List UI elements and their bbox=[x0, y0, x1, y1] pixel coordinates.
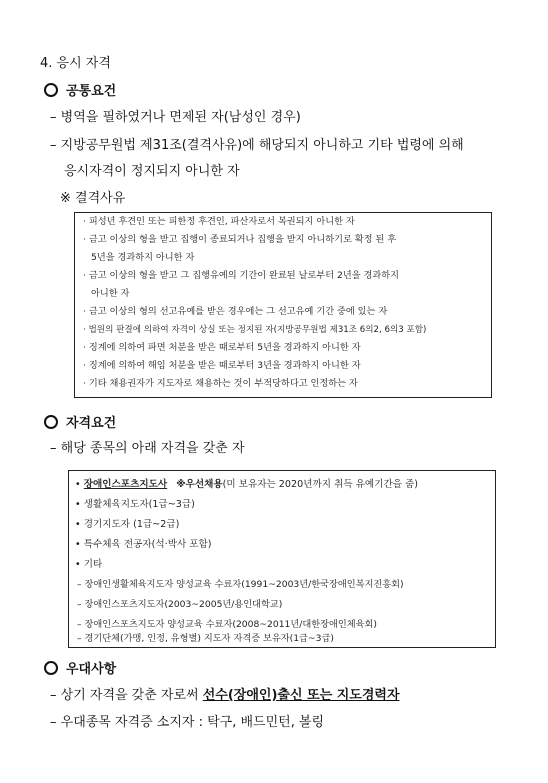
pref-line-1-prefix: – 상기 자격을 갖춘 자로써 bbox=[50, 688, 203, 703]
disq-line-4: · 금고 이상의 형을 받고 그 집행유예의 기간이 완료된 날로부터 2년을 경과하지 bbox=[83, 270, 400, 281]
disq-line-1: · 피성년 후견인 또는 피한정 후견인, 파산자로서 복권되지 아니한 자 bbox=[83, 216, 355, 227]
qual-first-line bbox=[75, 475, 418, 496]
qual-list-5: – 장애인생활체육지도자 양성교육 수료자(1991~2003년/한국장애인복지진흥회) bbox=[77, 579, 404, 590]
qual-list-7: – 장애인스포츠지도자 양성교육 수료자(2008~2011년/대한장애인체육회) bbox=[77, 619, 377, 630]
qual-list-4: • 기타 bbox=[75, 559, 103, 570]
pref-line-1-emph: 선수(장애인)출신 또는 지도경력자 bbox=[202, 688, 400, 703]
disq-line-5: 아니한 자 bbox=[91, 288, 130, 299]
disq-line-6: · 금고 이상의 형의 선고유예를 받은 경우에는 그 선고유예 기간 중에 있는 자 bbox=[83, 306, 388, 317]
disqualification-note: ※ 결격사유 bbox=[60, 191, 126, 206]
hollow-circle-icon bbox=[44, 415, 58, 429]
qual-list-2: • 경기지도자 (1급~2급) bbox=[75, 519, 180, 530]
disq-line-8: · 징계에 의하여 파면 처분을 받은 때로부터 5년을 경과하지 아니한 자 bbox=[83, 342, 361, 353]
disq-line-9: · 징계에 의하여 해임 처분을 받은 때로부터 3년을 경과하지 아니한 자 bbox=[83, 360, 361, 371]
common-item-1: – 병역을 필하였거나 면제된 자(남성인 경우) bbox=[50, 110, 301, 125]
qual-first-rest: (미 보유자는 2020년까지 취득 유예기간을 줌) bbox=[222, 479, 419, 490]
section-heading: 4. 응시 자격 bbox=[40, 56, 111, 71]
common-title-text: 공통요건 bbox=[66, 84, 117, 99]
pref-title bbox=[44, 658, 116, 677]
common-title bbox=[44, 80, 116, 99]
disq-line-10: · 기타 채용권자가 지도자로 채용하는 것이 부적당하다고 인정하는 자 bbox=[83, 378, 358, 389]
pref-title-text: 우대사항 bbox=[66, 662, 117, 677]
qual-list-6: – 장애인스포츠지도자(2003~2005년/용인대학교) bbox=[77, 599, 283, 610]
common-item-3: 응시자격이 정지되지 아니한 자 bbox=[64, 164, 240, 179]
qual-item: – 해당 종목의 아래 자격을 갖춘 자 bbox=[50, 441, 245, 456]
qual-list-3: • 특수체육 전공자(석·박사 포함) bbox=[75, 539, 212, 550]
qual-list-8: – 경기단체(가맹, 인정, 유형별) 지도자 자격증 보유자(1급~3급) bbox=[77, 633, 334, 644]
hollow-circle-icon bbox=[44, 661, 58, 675]
qual-first-pref: ※우선채용 bbox=[176, 479, 223, 490]
qualification-box bbox=[68, 470, 496, 648]
qual-title-text: 자격요건 bbox=[66, 416, 117, 431]
qual-title bbox=[44, 412, 116, 431]
pref-line-2: – 우대종목 자격증 소지자 : 탁구, 배드민턴, 볼링 bbox=[50, 715, 325, 730]
disqualification-box bbox=[74, 212, 492, 398]
hollow-circle-icon bbox=[44, 83, 58, 97]
bullet-icon: • bbox=[75, 479, 81, 490]
common-item-2: – 지방공무원법 제31조(결격사유)에 해당되지 아니하고 기타 법령에 의해 bbox=[50, 138, 464, 153]
disq-line-3: 5년을 경과하지 아니한 자 bbox=[91, 252, 195, 263]
disq-line-2: · 금고 이상의 형을 받고 집행이 종료되거나 집행을 받지 아니하기로 확정 된 후 bbox=[83, 234, 397, 245]
pref-line-1 bbox=[50, 684, 400, 703]
qual-first-bold: 장애인스포츠지도사 bbox=[83, 479, 168, 490]
qual-list-1: • 생활체육지도자(1급~3급) bbox=[75, 499, 195, 510]
disq-line-7: · 법원의 판결에 의하여 자격이 상실 또는 정지된 자(지방공무원법 제31조 6의2, 6의3 포함) bbox=[83, 325, 427, 335]
